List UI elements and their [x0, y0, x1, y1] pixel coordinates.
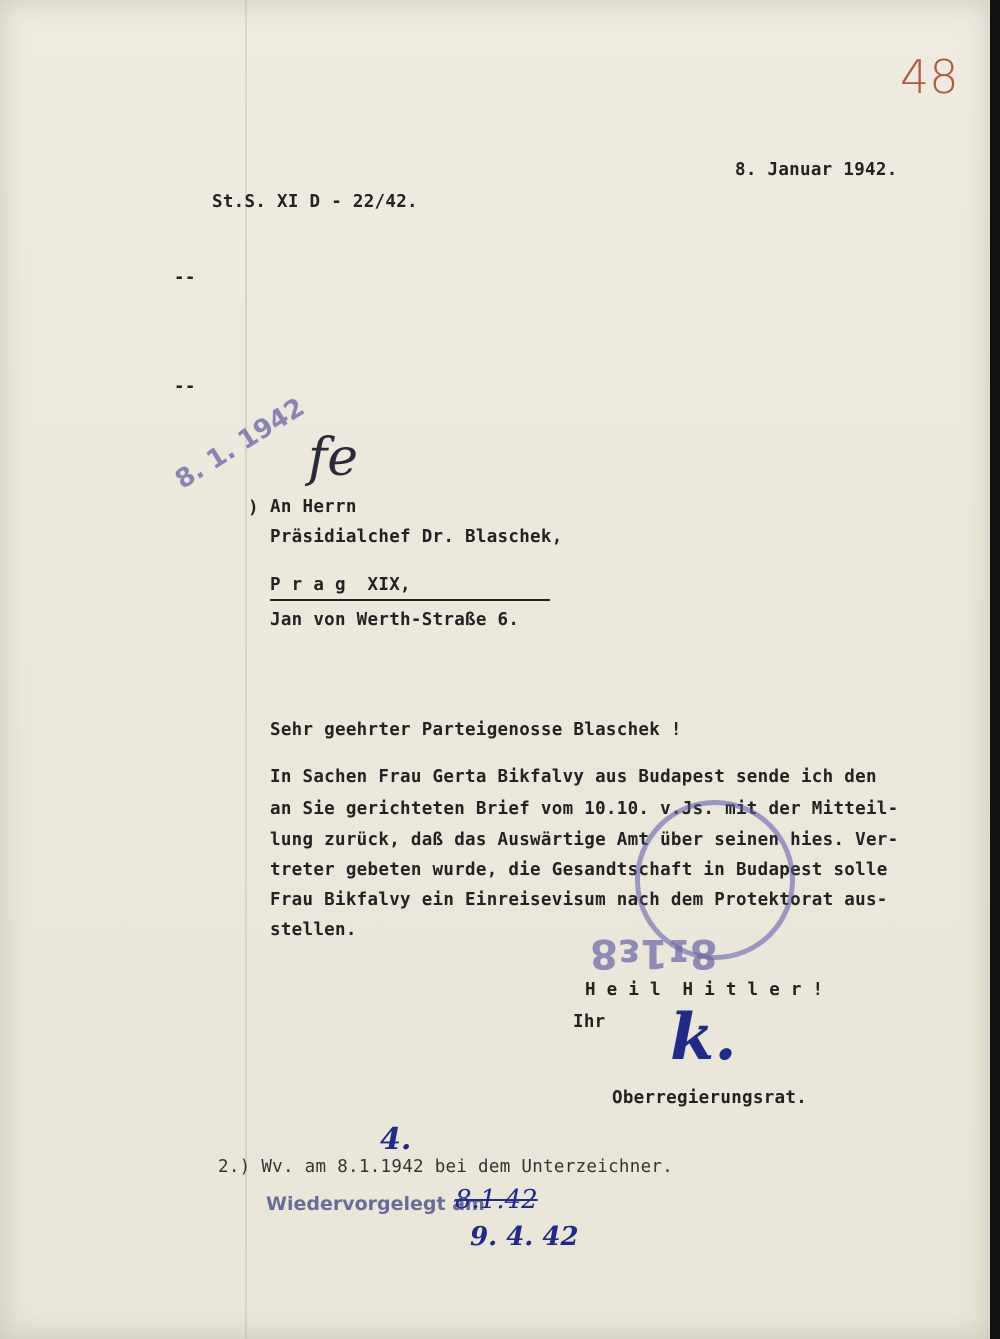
address-line-2: Präsidialchef Dr. Blaschek, — [270, 527, 563, 547]
item2-line: 2.) Wv. am 8.1.1942 bei dem Unterzeichner. — [218, 1157, 674, 1177]
dash-line-2: -- — [174, 377, 196, 397]
address-city-underline — [270, 599, 550, 601]
date-stamp: 8. 1. 1942 — [170, 392, 311, 496]
address-city: P r a g XIX, — [270, 575, 411, 595]
body-line-1: In Sachen Frau Gerta Bikfalvy aus Budapest sende ich den — [270, 767, 877, 787]
body-line-5: Frau Bikfalvy ein Einreisevisum nach dem Protektorat aus- — [270, 890, 888, 910]
body-line-6: stellen. — [270, 920, 357, 940]
letter-date: 8. Januar 1942. — [735, 160, 898, 180]
closing-greeting: H e i l H i t l e r ! — [585, 980, 824, 1000]
handwritten-initials: fe — [308, 428, 359, 488]
address-street: Jan von Werth-Straße 6. — [270, 610, 520, 630]
signer-title: Oberregierungsrat. — [612, 1088, 808, 1108]
address-line-1: An Herrn — [270, 497, 357, 517]
item2-correction: 4. — [380, 1122, 412, 1157]
body-line-3: lung zurück, daß das Auswärtige Amt über seinen hies. Ver- — [270, 830, 899, 850]
salutation: Sehr geehrter Parteigenosse Blaschek ! — [270, 720, 682, 740]
page-number: 48 — [900, 50, 959, 104]
body-line-2: an Sie gerichteten Brief vom 10.10. v.Js. mit der Mitteil- — [270, 799, 899, 819]
stamp-number: 8ɪ1ɛ8 — [590, 930, 718, 976]
dash-line-1: -- — [174, 268, 196, 288]
body-line-4: treter gebeten wurde, die Gesandtschaft in Budapest solle — [270, 860, 888, 880]
wiedervorgelegt-label: Wiedervorgelegt am — [266, 1193, 485, 1215]
closing-ihr: Ihr — [573, 1012, 606, 1032]
wiedervorgelegt-struck-date: 8.1.42 — [455, 1185, 538, 1215]
scan-edge — [990, 0, 1000, 1339]
signature: k. — [670, 1000, 737, 1075]
reference-number: St.S. XI D - 22/42. — [212, 192, 418, 212]
item1-marker: ) — [248, 498, 259, 518]
wiedervorgelegt-date: 9. 4. 42 — [470, 1222, 579, 1252]
